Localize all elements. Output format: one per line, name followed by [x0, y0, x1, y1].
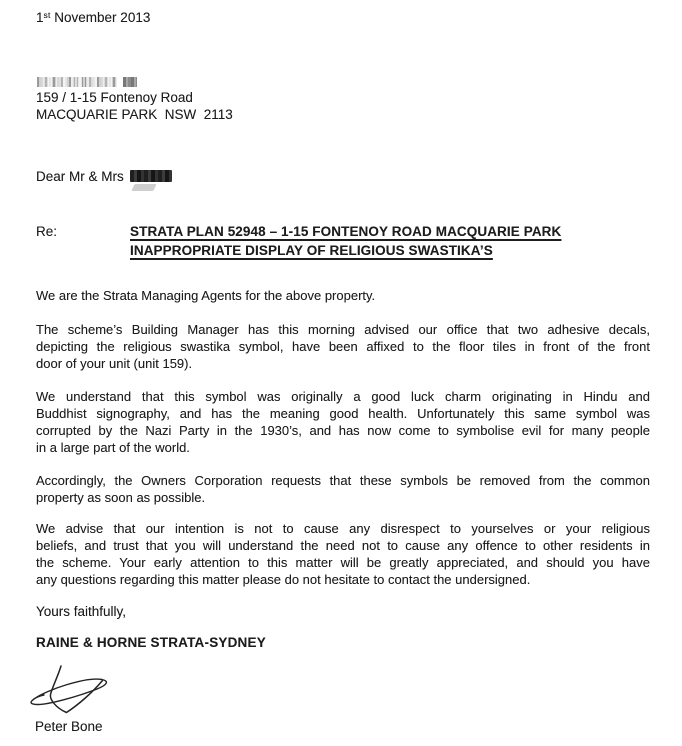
- paragraph-2: [36, 321, 650, 372]
- body-line: any questions regarding this matter please do not hesitate to contact the undersigned.: [36, 572, 531, 587]
- company-name: RAINE & HORNE STRATA-SYDNEY: [36, 635, 266, 650]
- date-month-year: November 2013: [50, 10, 151, 25]
- body-line: door of your unit (unit 159).: [36, 356, 193, 371]
- body-line: beliefs, and trust that you will understand the need not to cause any offence to other residents in: [36, 538, 650, 553]
- recipient-address-line2: MACQUARIE PARK NSW 2113: [36, 107, 233, 122]
- body-line: corrupted by the Nazi Party in the 1930’s, and has now come to symbolise evil for many people: [36, 423, 650, 438]
- closing-line: Yours faithfully,: [36, 604, 127, 619]
- paragraph-3: [36, 388, 650, 456]
- paragraph-5: [36, 520, 650, 588]
- body-line: We are the Strata Managing Agents for the above property.: [36, 288, 376, 303]
- salutation-prefix: Dear Mr & Mrs: [36, 169, 124, 184]
- body-line: in a large part of the world.: [36, 440, 190, 455]
- paragraph-4: [36, 472, 650, 506]
- recipient-address-line1: 159 / 1-15 Fontenoy Road: [36, 90, 193, 105]
- subject-line-2: INAPPROPRIATE DISPLAY OF RELIGIOUS SWASTIKA’S: [130, 243, 493, 258]
- subject-line-1: STRATA PLAN 52948 – 1-15 FONTENOY ROAD MACQUARIE PARK: [130, 224, 562, 239]
- pixelated-redaction-strip: [37, 77, 117, 87]
- re-label: Re:: [36, 224, 58, 239]
- body-line: The scheme’s Building Manager has this morning advised our office that two adhesive decals,: [36, 322, 650, 337]
- signatory-name: Peter Bone: [35, 719, 103, 734]
- body-line: We advise that our intention is not to cause any disrespect to yourselves or your religious: [36, 521, 650, 536]
- pixelated-redaction-tail: [123, 77, 137, 87]
- date-day: 1: [36, 10, 44, 25]
- body-line: depicting the religious swastika symbol, have been affixed to the floor tiles in front of the front: [36, 339, 650, 354]
- salutation-line: [36, 168, 172, 185]
- body-line: Buddhist signography, and has the meaning good health. Unfortunately this same symbol was: [36, 406, 650, 421]
- handwritten-signature-icon: [28, 663, 118, 721]
- body-line: property as soon as possible.: [36, 490, 206, 505]
- body-line: We understand that this symbol was originally a good luck charm originating in Hindu and: [36, 389, 650, 404]
- letter-date: [36, 9, 150, 28]
- redaction-smudge: [131, 184, 156, 191]
- body-line: Accordingly, the Owners Corporation requests that these symbols be removed from the common: [36, 473, 650, 488]
- body-line: the scheme. Your early attention to this matter will be greatly appreciated, and should you have: [36, 555, 650, 570]
- subject-block: [130, 222, 561, 260]
- date-ordinal-superscript: st: [43, 9, 51, 20]
- blackout-redaction-block: [130, 170, 172, 182]
- paragraph-1: [36, 287, 650, 304]
